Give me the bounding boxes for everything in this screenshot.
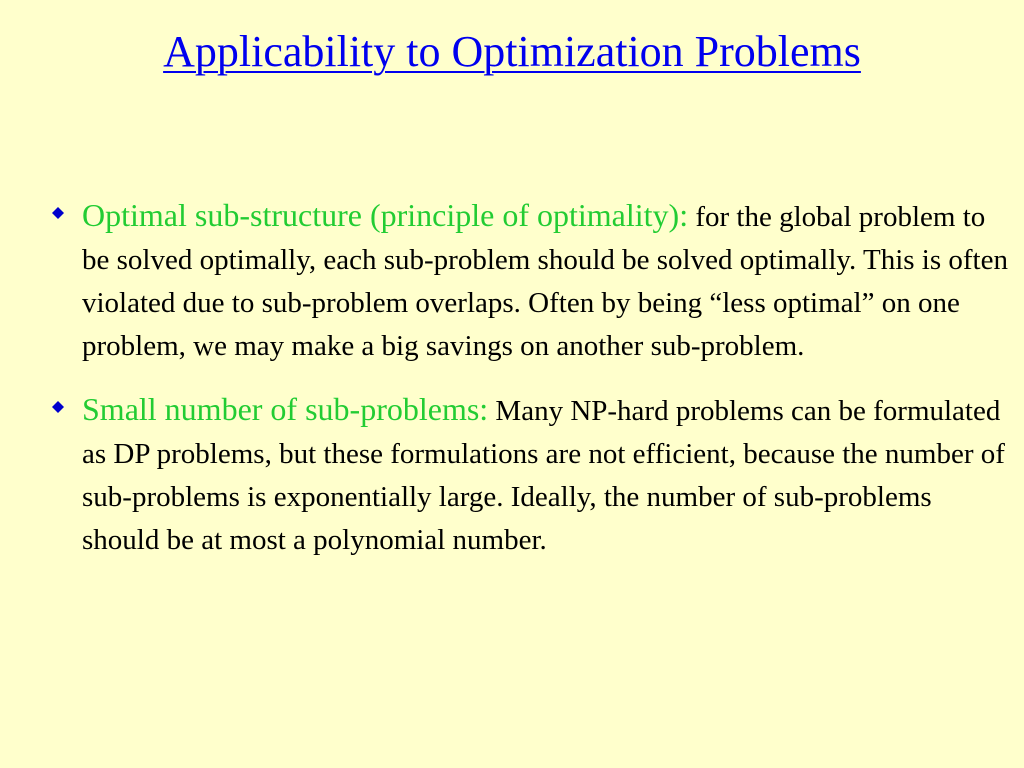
bullet-text-small-subproblems: Many NP-hard problems can be formulated as DP problems, but these formulations are not efficient, because the number of sub-problems is exponentially large. Ideally, the number of sub-problems should be at most a polynomial number. bbox=[82, 395, 1005, 556]
bullet-list bbox=[48, 194, 1008, 582]
bullet-lead-optimal-substructure: Optimal sub-structure (principle of optimality): bbox=[82, 197, 689, 233]
diamond-bullet-icon bbox=[52, 207, 64, 219]
bullet-text-optimal-substructure: for the global problem to be solved optimally, each sub-problem should be solved optimally. This is often violated due to sub-problem overlaps. Often by being “less optimal” on one problem, we may make a big savings on another sub-problem. bbox=[82, 201, 1008, 362]
slide-title: Applicability to Optimization Problems bbox=[163, 27, 861, 76]
bullet-lead-small-subproblems: Small number of sub-problems: bbox=[82, 391, 489, 427]
diamond-bullet-icon bbox=[52, 401, 64, 413]
bullet-item-optimal-substructure bbox=[48, 194, 1008, 368]
bullet-item-small-subproblems bbox=[48, 388, 1008, 562]
